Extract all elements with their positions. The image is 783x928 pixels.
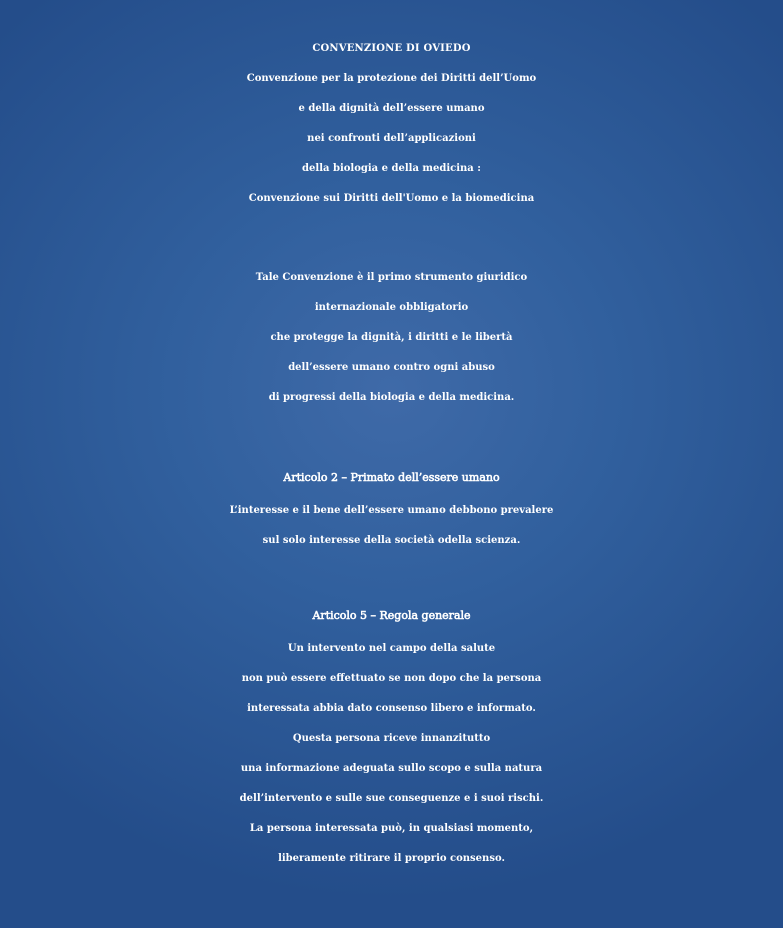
- intro-line: e della dignità dell’essere umano: [298, 103, 485, 114]
- article-5-line: Un intervento nel campo della salute: [287, 643, 496, 654]
- intro-line: nei confronti dell’applicazioni: [307, 133, 476, 144]
- article-2-line: L’interesse e il bene dell’essere umano debbono prevalere: [229, 505, 554, 516]
- intro-line: Convenzione sui Diritti dell'Uomo e la biomedicina: [248, 193, 535, 204]
- article-2-heading: Articolo 2 – Primato dell’essere umano: [283, 471, 500, 484]
- article-5-line: non può essere effettuato se non dopo che la persona: [241, 673, 542, 684]
- article-5-line: interessata abbia dato consenso libero e informato.: [247, 703, 536, 714]
- article-5-heading: Articolo 5 – Regola generale: [312, 609, 471, 622]
- intro-line: della biologia e della medicina :: [302, 163, 481, 174]
- article-2-line: sul solo interesse della società odella scienza.: [262, 535, 521, 546]
- convention-statement: [0, 263, 783, 413]
- convention-intro: [0, 34, 783, 214]
- article-5-line: La persona interessata può, in qualsiasi momento,: [249, 823, 534, 834]
- statement-line: internazionale obbligatorio: [314, 302, 469, 313]
- article-5-line: dell’intervento e sulle sue conseguenze e i suoi rischi.: [239, 793, 544, 804]
- article-2-section: [0, 460, 783, 556]
- article-5-line: liberamente ritirare il proprio consenso.: [278, 853, 505, 864]
- article-5-line: Questa persona riceve innanzitutto: [292, 733, 491, 744]
- statement-line: Tale Convenzione è il primo strumento giuridico: [255, 272, 528, 283]
- intro-line: Convenzione per la protezione dei Diritti dell’Uomo: [246, 73, 537, 84]
- statement-line: dell’essere umano contro ogni abuso: [288, 362, 495, 373]
- statement-line: che protegge la dignità, i diritti e le libertà: [270, 332, 513, 343]
- document-title: CONVENZIONE DI OVIEDO: [312, 43, 471, 54]
- article-5-line: una informazione adeguata sullo scopo e sulla natura: [240, 763, 543, 774]
- article-5-section: [0, 598, 783, 874]
- statement-line: di progressi della biologia e della medicina.: [268, 392, 515, 403]
